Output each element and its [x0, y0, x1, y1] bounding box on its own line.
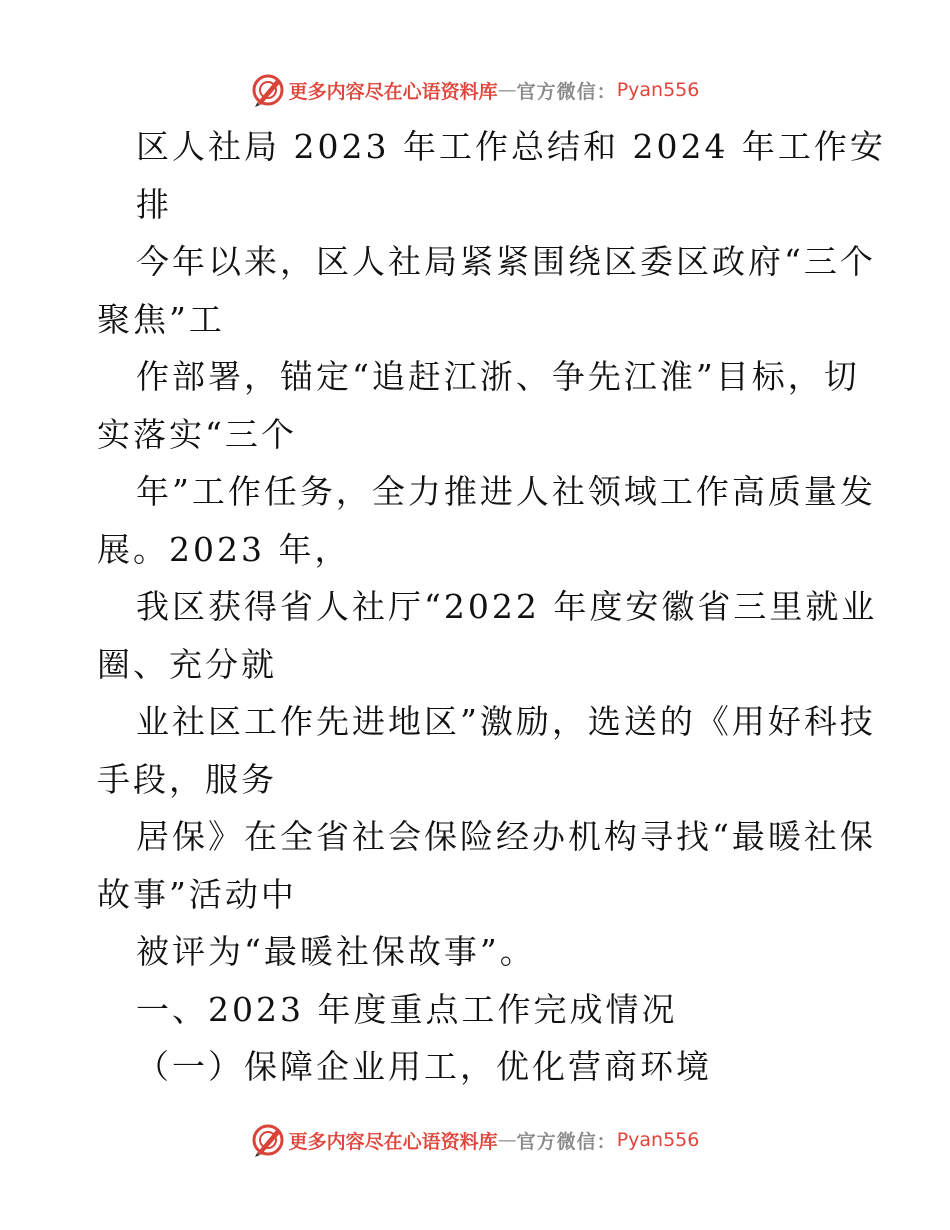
watermark-dash: —: [497, 79, 517, 101]
subsection-heading: （一）保障企业用工，优化营商环境: [136, 1047, 712, 1086]
paragraph-line: 作部署，锚定“追赶江浙、争先江淮”目标，切: [136, 357, 860, 396]
watermark-dash: —: [497, 1129, 517, 1151]
watermark-wechat-id: Pyan556: [616, 79, 700, 101]
title-line-1: 区人社局 2023 年工作总结和 2024 年工作安: [136, 127, 886, 166]
paragraph-line: 年”工作任务，全力推进人社领域工作高质量发: [136, 472, 876, 511]
watermark-label: 官方微信：: [516, 80, 617, 103]
watermark-footer: [0, 1122, 950, 1158]
title-line-2: 排: [136, 184, 172, 224]
pen-logo-icon: [251, 1123, 285, 1157]
paragraph-line: 圈、充分就: [97, 644, 277, 684]
paragraph-line: 手段，服务: [97, 759, 277, 799]
pen-logo-icon: [251, 73, 285, 107]
watermark-header: [0, 72, 950, 108]
watermark-text: 更多内容尽在心语资料库: [288, 80, 498, 103]
paragraph-line: 展。2023 年，: [97, 529, 351, 569]
paragraph-line: 今年以来，区人社局紧紧围绕区委区政府“三个: [136, 242, 876, 281]
paragraph-line: 居保》在全省社会保险经办机构寻找“最暖社保: [136, 817, 876, 856]
paragraph-line: 故事”活动中: [97, 874, 297, 914]
watermark-wechat-id: Pyan556: [616, 1129, 700, 1151]
paragraph-line: 聚焦”工: [97, 299, 225, 339]
paragraph-line: 被评为“最暖社保故事”。: [136, 932, 536, 971]
paragraph-line: 业社区工作先进地区”激励，选送的《用好科技: [136, 702, 876, 741]
section-heading: 一、2023 年度重点工作完成情况: [136, 989, 678, 1029]
document-body: [0, 118, 950, 1096]
paragraph-line: 我区获得省人社厅“2022 年度安徽省三里就业: [136, 587, 878, 626]
paragraph-line: 实落实“三个: [97, 414, 297, 454]
watermark-label: 官方微信：: [516, 1130, 617, 1153]
watermark-text: 更多内容尽在心语资料库: [288, 1130, 498, 1153]
